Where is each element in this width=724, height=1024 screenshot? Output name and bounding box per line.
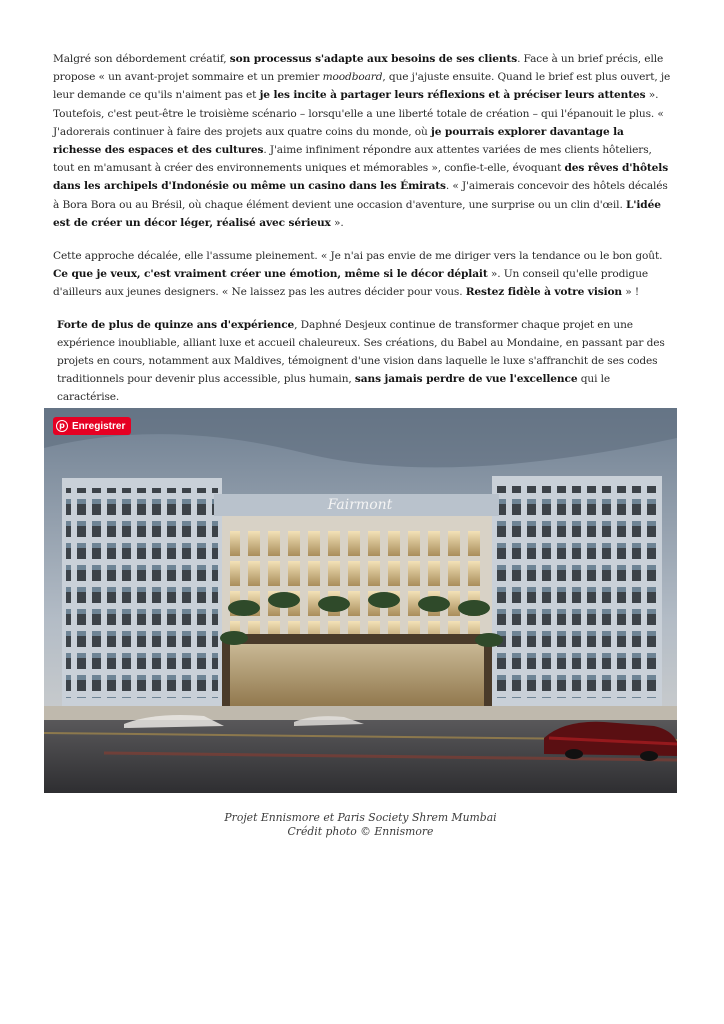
bold-text: Forte de plus de quinze ans d'expérience [57,318,295,331]
text-run: Malgré son débordement créatif, [53,53,230,65]
text-run: qui le caractérise. [57,373,610,404]
bold-text: sans jamais perdre de vue l'excellence [354,373,578,386]
caption-credit: Crédit photo © Ennismore [287,825,434,838]
text-run: Cette approche décalée, elle l'assume pleinement. « Je n'ai pas envie de me diriger vers la tendance ou le bon goût. [53,250,663,263]
text-run: ». Un conseil qu'elle prodigue d'ailleurs aux jeunes designers. « Ne laissez pas les autres décider pour vous. [53,268,649,299]
bold-text: Restez fidèle à votre vision [465,286,623,299]
text-run: . J'aime infiniment répondre aux attentes variées de mes clients hôteliers, tout en m'amusant à créer des environnements uniques et mémorables », confie-t-elle, évoquant [53,144,652,175]
photo-caption [44,811,677,839]
paragraph-approach [53,247,675,302]
facade-sign-text: Fairmont [327,497,393,513]
hotel-photo [44,408,677,793]
bold-text: son processus s'adapte aux besoins de ses clients [229,53,518,65]
bold-text: des rêves d'hôtels dans les archipels d'Indonésie ou même un casino dans les Émirats [53,162,669,193]
italic-text: moodboard [322,71,383,84]
text-run: , que j'ajuste ensuite. Quand le brief est plus ouvert, je leur demande ce qu'ils n'aiment pas et [53,71,671,102]
paragraph-experience [53,316,675,407]
bold-text: L'idée est de créer un décor léger, réalisé avec sérieux [53,198,661,229]
pinterest-save-label: Enregistrer [72,420,126,432]
pinterest-icon: p [56,420,68,432]
caption-project: Projet Ennismore et Paris Society Shrem Mumbai [224,811,497,824]
article-body [53,50,675,421]
bold-text: je pourrais explorer davantage la richesse des espaces et des cultures [53,125,624,157]
text-run: . « J'aimerais concevoir des hôtels décalés à Bora Bora ou au Brésil, où chaque élément devient une occasion d'aventure, une surprise ou un clin d'œil. [53,180,668,211]
bold-text: Ce que je veux, c'est vraiment créer une émotion, même si le décor déplait [53,268,488,281]
text-run: ». Toutefois, c'est peut-être le troisième scénario – lorsqu'elle a une liberté totale de création – qui l'épanouit le plus. « J'adorerais continuer à faire des projets aux quatre coins du monde, où [53,89,664,138]
text-run: » ! [622,286,640,299]
pinterest-save-button[interactable] [53,417,131,435]
paragraph-creative-process [53,50,675,232]
text-run: . Face à un brief précis, elle propose « un avant-projet sommaire et un premier [53,53,664,84]
bold-text: je les incite à partager leurs réflexions et à préciser leurs attentes [259,89,646,102]
hotel-facade-illustration [44,408,677,793]
text-run: ». [330,216,344,229]
text-run: , Daphné Desjeux continue de transformer chaque projet en une expérience inoubliable, alliant luxe et accueil chaleureux. Ses créations, du Babel au Mondaine, en passant par des projets en cours, notamment aux Maldives, témoignent d'une vision dans laquelle le luxe s'affranchit de ses codes traditionnels pour devenir plus accessible, plus humain, [57,318,665,386]
